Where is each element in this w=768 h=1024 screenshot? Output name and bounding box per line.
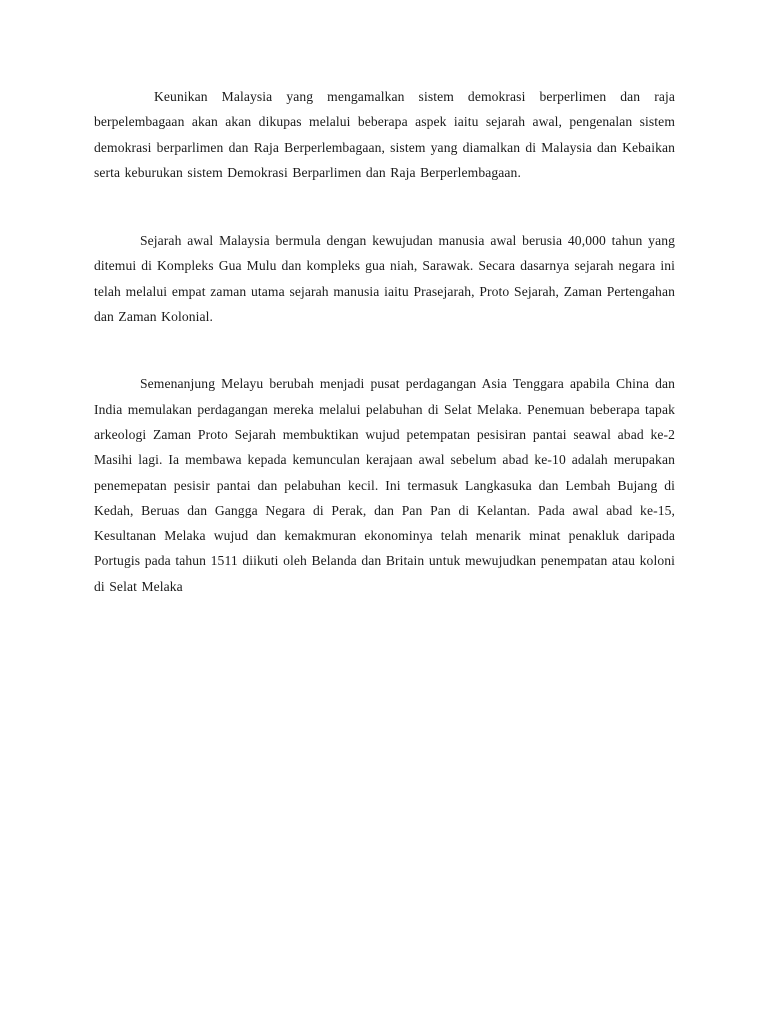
paragraph-trade-center: Semenanjung Melayu berubah menjadi pusat perdagangan Asia Tenggara apabila China dan India memulakan perdagangan mereka melalui pelabuhan di Selat Melaka. Penemuan beberapa tapak arkeologi Zaman Proto Sejarah membuktikan wujud petempatan pesisiran pantai seawal abad ke-2 Masihi lagi. Ia membawa kepada kemunculan kerajaan awal sebelum abad ke-10 adalah merupakan penemepatan pesisir pantai dan pelabuhan kecil. Ini termasuk Langkasuka dan Lembah Bujang di Kedah, Beruas dan Gangga Negara di Perak, dan Pan Pan di Kelantan. Pada awal abad ke-15, Kesultanan Melaka wujud dan kemakmuran ekonominya telah menarik minat penakluk daripada Portugis pada tahun 1511 diikuti oleh Belanda dan Britain untuk mewujudkan penempatan atau koloni di Selat Melaka [94, 376, 675, 594]
paragraph-early-history: Sejarah awal Malaysia bermula dengan kewujudan manusia awal berusia 40,000 tahun yang ditemui di Kompleks Gua Mulu dan kompleks gua niah, Sarawak. Secara dasarnya sejarah negara ini telah melalui empat zaman utama sejarah manusia iaitu Prasejarah, Proto Sejarah, Zaman Pertengahan dan Zaman Kolonial. [94, 233, 675, 325]
document-body [94, 84, 675, 599]
paragraph-introduction: Keunikan Malaysia yang mengamalkan sistem demokrasi berperlimen dan raja berpelembagaan akan akan dikupas melalui beberapa aspek iaitu sejarah awal, pengenalan sistem demokrasi berparlimen dan Raja Berperlembagaan, sistem yang diamalkan di Malaysia dan Kebaikan serta keburukan sistem Demokrasi Berparlimen dan Raja Berperlembagaan. [94, 89, 675, 180]
